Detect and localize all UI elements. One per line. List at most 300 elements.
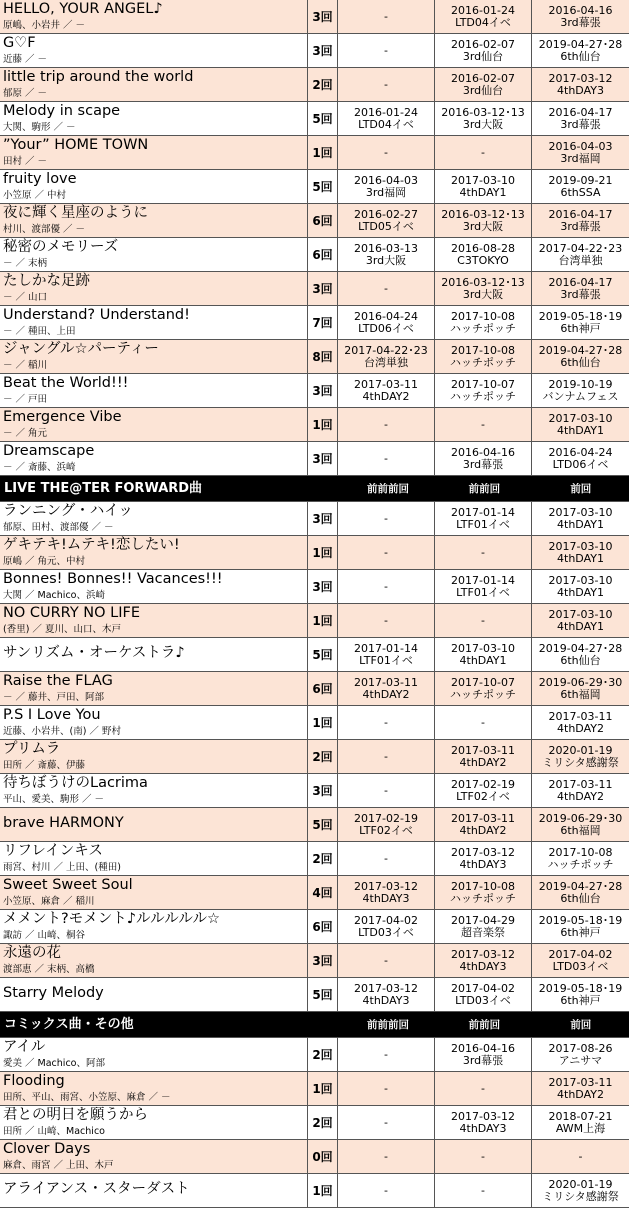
performance-event: 3rd福岡 — [365, 185, 407, 199]
performance-date: 2017-04-02 — [548, 947, 613, 961]
performance-p2 — [435, 136, 532, 169]
performance-event: 6thSSA — [560, 185, 601, 199]
performance-event: ハッチポッチ — [450, 687, 516, 701]
performance-p3 — [338, 442, 435, 475]
performance-count: 2回 — [308, 1038, 338, 1071]
song-credits: 愛美 ／ Machico、阿部 — [3, 1058, 105, 1069]
performance-p1 — [532, 1106, 629, 1139]
song-cell — [0, 340, 308, 373]
performance-p3 — [338, 68, 435, 101]
performance-date: 2017-10-08 — [451, 879, 515, 893]
song-cell — [0, 808, 308, 841]
song-row — [0, 102, 629, 136]
performance-count: 1回 — [308, 604, 338, 637]
performance-event: 6th仙台 — [560, 355, 601, 369]
performance-count: 6回 — [308, 238, 338, 271]
performance-event: 6th神戸 — [560, 925, 601, 939]
performance-count: 3回 — [308, 502, 338, 535]
performance-date: 2017-10-08 — [451, 309, 515, 323]
performance-event: LTD03イベ — [358, 925, 414, 939]
song-cell — [0, 502, 308, 535]
song-row — [0, 978, 629, 1012]
song-row — [0, 672, 629, 706]
performance-p3 — [338, 272, 435, 305]
performance-event: ミリシタ感謝祭 — [542, 755, 619, 769]
song-row — [0, 876, 629, 910]
song-row — [0, 1106, 629, 1140]
performance-event: LTF01イベ — [359, 653, 413, 667]
song-title: ジャングル☆パーティー — [3, 341, 159, 357]
performance-event: LTF02イベ — [456, 789, 510, 803]
performance-p2 — [435, 442, 532, 475]
song-credits: － ／ 藤井、戸田、阿部 — [3, 692, 105, 703]
performance-date: 2017-10-07 — [451, 675, 515, 689]
song-title: brave HARMONY — [3, 815, 124, 831]
song-credits: 麻倉、雨宮 ／ 上田、木戸 — [3, 1160, 114, 1171]
performance-p1 — [532, 910, 629, 943]
performance-count: 3回 — [308, 944, 338, 977]
performance-date: - — [384, 545, 388, 559]
performance-event: 3rd幕張 — [560, 287, 601, 301]
performance-date: 2017-03-10 — [451, 641, 515, 655]
performance-event: 4thDAY2 — [557, 1087, 604, 1101]
song-title: 夜に輝く星座のように — [3, 205, 148, 221]
performance-event: 6th神戸 — [560, 321, 601, 335]
performance-date: 2016-04-16 — [451, 445, 515, 459]
performance-p1 — [532, 374, 629, 407]
performance-date: 2017-03-10 — [451, 173, 515, 187]
performance-p1 — [532, 808, 629, 841]
performance-count: 3回 — [308, 0, 338, 33]
performance-count: 3回 — [308, 570, 338, 603]
performance-date: 2017-04-02 — [354, 913, 418, 927]
performance-date: - — [384, 1149, 388, 1163]
performance-event: 4thDAY1 — [557, 517, 604, 531]
song-title: Bonnes! Bonnes!! Vacances!!! — [3, 571, 223, 587]
performance-p2 — [435, 1174, 532, 1207]
performance-date: 2016-03-12･13 — [441, 207, 525, 221]
performance-date: 2016-02-27 — [354, 207, 418, 221]
performance-p2 — [435, 740, 532, 773]
performance-date: - — [384, 43, 388, 57]
performance-date: - — [481, 1081, 485, 1095]
performance-date: 2016-03-12･13 — [441, 275, 525, 289]
song-cell — [0, 170, 308, 203]
song-cell — [0, 374, 308, 407]
song-title: たしかな足跡 — [3, 273, 90, 289]
performance-event: C3TOKYO — [457, 253, 509, 267]
performance-event: LTD03イベ — [552, 959, 609, 973]
performance-event: 4thDAY2 — [362, 389, 410, 403]
song-credits: 小笠原、麻倉 ／ 稲川 — [3, 896, 95, 907]
song-title: プリムラ — [3, 741, 61, 757]
performance-event: 4thDAY1 — [557, 551, 604, 565]
performance-p1 — [532, 238, 629, 271]
performance-count: 3回 — [308, 272, 338, 305]
performance-event: 4thDAY3 — [362, 891, 410, 905]
performance-date: - — [384, 1081, 388, 1095]
song-row — [0, 408, 629, 442]
song-title: Melody in scape — [3, 103, 121, 119]
performance-date: - — [384, 749, 388, 763]
song-title: Sweet Sweet Soul — [3, 877, 133, 893]
performance-date: 2017-01-14 — [354, 641, 418, 655]
song-title: アライアンス・スターダスト — [3, 1181, 190, 1197]
performance-p1 — [532, 604, 629, 637]
performance-p2 — [435, 204, 532, 237]
song-row — [0, 272, 629, 306]
performance-p2 — [435, 536, 532, 569]
song-row — [0, 910, 629, 944]
performance-date: - — [481, 1149, 485, 1163]
performance-date: 2019-04-27･28 — [538, 879, 623, 893]
performance-count: 1回 — [308, 136, 338, 169]
song-title: P.S I Love You — [3, 707, 101, 723]
song-credits: 渡部恵 ／ 末柄、高橋 — [3, 964, 95, 975]
column-header-col2: 前前回 — [468, 483, 501, 495]
song-credits: (香里) ／ 夏川、山口、木戸 — [3, 624, 121, 635]
performance-p3 — [338, 978, 435, 1011]
performance-count: 2回 — [308, 68, 338, 101]
performance-count: 3回 — [308, 34, 338, 67]
song-row — [0, 774, 629, 808]
performance-event: 3rd大阪 — [462, 287, 504, 301]
performance-p2 — [435, 340, 532, 373]
song-cell — [0, 910, 308, 943]
performance-p1 — [532, 876, 629, 909]
performance-date: - — [384, 511, 388, 525]
song-title: アイル — [3, 1039, 46, 1055]
song-row — [0, 570, 629, 604]
performance-event: LTD04イベ — [358, 117, 414, 131]
performance-p2 — [435, 842, 532, 875]
song-row — [0, 944, 629, 978]
song-row — [0, 442, 629, 476]
performance-date: 2017-03-11 — [548, 777, 613, 791]
song-cell — [0, 272, 308, 305]
performance-date: 2017-04-29 — [451, 913, 515, 927]
performance-event: LTD04イベ — [455, 15, 511, 29]
performance-date: - — [384, 145, 388, 159]
song-cell — [0, 706, 308, 739]
song-credits: － ／ 種田、上田 — [3, 326, 76, 337]
performance-p1 — [532, 0, 629, 33]
performance-p1 — [532, 570, 629, 603]
performance-date: 2017-01-14 — [451, 505, 515, 519]
performance-date: - — [384, 9, 388, 23]
song-row — [0, 68, 629, 102]
song-title: 君との明日を願うから — [3, 1107, 148, 1123]
performance-event: 3rd幕張 — [462, 1053, 504, 1067]
song-credits: － ／ 山口 — [3, 292, 48, 303]
performance-event: 4thDAY1 — [557, 585, 604, 599]
column-header-col1: 前回 — [570, 1019, 592, 1031]
song-title: G♡F — [3, 35, 36, 51]
performance-date: 2016-02-07 — [451, 37, 515, 51]
performance-p3 — [338, 170, 435, 203]
song-title: Clover Days — [3, 1141, 91, 1157]
song-row — [0, 1038, 629, 1072]
performance-date: 2017-10-07 — [451, 377, 515, 391]
performance-count: 6回 — [308, 672, 338, 705]
performance-date: - — [384, 851, 388, 865]
song-cell — [0, 536, 308, 569]
song-credits: 田所 ／ 山崎、Machico — [3, 1126, 105, 1137]
performance-p3 — [338, 638, 435, 671]
performance-count: 1回 — [308, 1072, 338, 1105]
song-title: メメント?モメント♪ルルルルル☆ — [3, 911, 220, 927]
section-header — [0, 1012, 629, 1038]
performance-p2 — [435, 374, 532, 407]
performance-event: ハッチポッチ — [450, 321, 516, 335]
performance-event: 4thDAY2 — [362, 687, 410, 701]
performance-event: LTD06イベ — [358, 321, 414, 335]
song-title: 永遠の花 — [3, 945, 61, 961]
performance-count: 5回 — [308, 638, 338, 671]
song-cell — [0, 442, 308, 475]
performance-p2 — [435, 944, 532, 977]
song-title: 秘密のメモリーズ — [3, 239, 119, 255]
performance-date: 2016-04-17 — [548, 275, 613, 289]
performance-count: 5回 — [308, 808, 338, 841]
performance-p2 — [435, 502, 532, 535]
performance-event: アニサマ — [558, 1053, 603, 1067]
song-credits: 原嶋 ／ 角元、中村 — [3, 556, 86, 567]
performance-date: 2016-01-24 — [451, 3, 515, 17]
song-cell — [0, 0, 308, 33]
performance-event: 4thDAY3 — [362, 993, 410, 1007]
performance-date: - — [384, 579, 388, 593]
performance-event: 6th福岡 — [560, 687, 601, 701]
performance-event: 3rd大阪 — [462, 219, 504, 233]
performance-date: 2017-04-02 — [451, 981, 515, 995]
performance-date: 2018-07-21 — [548, 1109, 613, 1123]
performance-count: 3回 — [308, 442, 338, 475]
performance-p3 — [338, 570, 435, 603]
song-cell — [0, 408, 308, 441]
song-row — [0, 306, 629, 340]
performance-date: 2017-03-12 — [451, 1109, 515, 1123]
performance-date: 2017-02-19 — [354, 811, 418, 825]
song-credits: 近藤、小岩井、(南) ／ 野村 — [3, 726, 121, 737]
song-title: Dreamscape — [3, 443, 95, 459]
performance-date: 2017-03-12 — [354, 981, 418, 995]
song-title: リフレインキス — [3, 843, 103, 859]
song-row — [0, 170, 629, 204]
song-credits: 平山、愛美、駒形 ／ － — [3, 794, 105, 805]
song-cell — [0, 604, 308, 637]
performance-count: 0回 — [308, 1140, 338, 1173]
performance-date: 2017-03-11 — [451, 743, 515, 757]
performance-date: 2016-04-24 — [354, 309, 418, 323]
performance-p2 — [435, 604, 532, 637]
song-cell — [0, 1072, 308, 1105]
performance-p1 — [532, 978, 629, 1011]
performance-p1 — [532, 502, 629, 535]
performance-date: 2016-04-16 — [548, 3, 613, 17]
performance-date: 2019-05-18･19 — [538, 309, 623, 323]
song-cell — [0, 136, 308, 169]
song-title: Flooding — [3, 1073, 65, 1089]
song-row — [0, 740, 629, 774]
performance-p1 — [532, 136, 629, 169]
performance-date: 2016-04-17 — [548, 207, 613, 221]
performance-date: 2019-10-19 — [548, 377, 613, 391]
performance-date: 2017-03-10 — [548, 539, 613, 553]
song-credits: 原嶋、小岩井 ／ － — [3, 20, 86, 31]
performance-date: 2017-03-10 — [548, 607, 613, 621]
performance-count: 6回 — [308, 910, 338, 943]
performance-date: 2017-03-11 — [548, 709, 613, 723]
performance-p3 — [338, 102, 435, 135]
song-credits: 村川、渡部優 ／ － — [3, 224, 86, 235]
performance-date: 2019-05-18･19 — [538, 913, 623, 927]
performance-p2 — [435, 706, 532, 739]
performance-date: 2017-04-22･23 — [344, 343, 428, 357]
performance-date: 2017-10-08 — [451, 343, 515, 357]
performance-p1 — [532, 1038, 629, 1071]
performance-p2 — [435, 102, 532, 135]
song-cell — [0, 34, 308, 67]
performance-p3 — [338, 340, 435, 373]
performance-event: 3rd幕張 — [560, 117, 601, 131]
performance-event: バンナムフェス — [542, 389, 619, 403]
song-title: サンリズム・オーケストラ♪ — [3, 645, 185, 661]
performance-date: 2017-01-14 — [451, 573, 515, 587]
performance-event: 3rd幕張 — [462, 457, 504, 471]
column-header-col1: 前回 — [570, 483, 592, 495]
performance-event: ミリシタ感謝祭 — [542, 1189, 619, 1203]
performance-p3 — [338, 808, 435, 841]
song-credits: 郁原、田村、渡部優 ／ － — [3, 522, 114, 533]
performance-count: 1回 — [308, 1174, 338, 1207]
performance-p2 — [435, 1140, 532, 1173]
performance-p2 — [435, 978, 532, 1011]
song-title: ”Your” HOME TOWN — [3, 137, 149, 153]
song-title: Starry Melody — [3, 985, 104, 1001]
performance-date: - — [481, 545, 485, 559]
performance-date: 2017-03-10 — [548, 573, 613, 587]
song-row — [0, 1072, 629, 1106]
song-cell — [0, 306, 308, 339]
performance-p3 — [338, 910, 435, 943]
performance-p3 — [338, 672, 435, 705]
song-row — [0, 638, 629, 672]
performance-event: 6th仙台 — [560, 49, 601, 63]
performance-event: LTD06イベ — [552, 457, 609, 471]
performance-count: 7回 — [308, 306, 338, 339]
song-title: ゲキテキ!ムテキ!恋したい! — [3, 537, 180, 553]
performance-p1 — [532, 774, 629, 807]
song-cell — [0, 570, 308, 603]
performance-date: 2016-01-24 — [354, 105, 418, 119]
performance-event: 4thDAY2 — [459, 823, 507, 837]
song-cell — [0, 204, 308, 237]
song-credits: 田所 ／ 斎藤、伊藤 — [3, 760, 86, 771]
column-header-col3: 前前前回 — [367, 1019, 410, 1031]
performance-count: 1回 — [308, 706, 338, 739]
song-cell — [0, 978, 308, 1011]
performance-p3 — [338, 1072, 435, 1105]
performance-p1 — [532, 944, 629, 977]
song-credits: 田所、平山、雨宮、小笠原、麻倉 ／ － — [3, 1092, 171, 1103]
performance-p3 — [338, 306, 435, 339]
performance-p1 — [532, 1140, 629, 1173]
performance-date: 2017-03-11 — [548, 1075, 613, 1089]
performance-date: 2017-03-12 — [548, 71, 613, 85]
performance-p1 — [532, 340, 629, 373]
performance-count: 2回 — [308, 740, 338, 773]
performance-p1 — [532, 638, 629, 671]
performance-p2 — [435, 1038, 532, 1071]
performance-p1 — [532, 34, 629, 67]
performance-date: - — [384, 77, 388, 91]
performance-date: - — [384, 783, 388, 797]
song-row — [0, 1140, 629, 1174]
performance-event: 6th仙台 — [560, 653, 601, 667]
performance-date: - — [481, 613, 485, 627]
performance-event: AWM上海 — [555, 1121, 606, 1135]
performance-event: ハッチポッチ — [450, 389, 516, 403]
performance-p2 — [435, 0, 532, 33]
performance-event: ハッチポッチ — [450, 355, 516, 369]
performance-p1 — [532, 272, 629, 305]
performance-event: LTF02イベ — [359, 823, 413, 837]
performance-p3 — [338, 238, 435, 271]
performance-p2 — [435, 672, 532, 705]
performance-p3 — [338, 502, 435, 535]
song-row — [0, 842, 629, 876]
song-title: HELLO, YOUR ANGEL♪ — [3, 1, 163, 17]
performance-count: 1回 — [308, 536, 338, 569]
performance-event: 4thDAY2 — [557, 789, 604, 803]
performance-date: 2016-02-07 — [451, 71, 515, 85]
song-row — [0, 340, 629, 374]
performance-date: 2019-05-18･19 — [538, 981, 623, 995]
performance-count: 1回 — [308, 408, 338, 441]
performance-p1 — [532, 170, 629, 203]
performance-date: - — [384, 613, 388, 627]
performance-date: - — [384, 417, 388, 431]
section-title: コミックス曲・その他 — [4, 1017, 134, 1032]
performance-event: 4thDAY2 — [557, 721, 604, 735]
section-title: LIVE THE@TER FORWARD曲 — [4, 481, 203, 496]
song-row — [0, 0, 629, 34]
performance-p3 — [338, 604, 435, 637]
performance-date: - — [384, 281, 388, 295]
performance-date: 2016-08-28 — [451, 241, 515, 255]
performance-date: 2017-03-12 — [354, 879, 418, 893]
performance-p1 — [532, 408, 629, 441]
performance-p1 — [532, 842, 629, 875]
song-credits: 小笠原 ／ 中村 — [3, 190, 67, 201]
performance-event: 4thDAY1 — [557, 423, 604, 437]
performance-date: - — [384, 1183, 388, 1197]
performance-count: 6回 — [308, 204, 338, 237]
performance-event: 3rd幕張 — [560, 15, 601, 29]
performance-date: 2017-03-12 — [451, 947, 515, 961]
performance-event: ハッチポッチ — [450, 891, 516, 905]
performance-date: 2017-03-10 — [548, 411, 613, 425]
song-title: Beat the World!!! — [3, 375, 129, 391]
performance-p1 — [532, 442, 629, 475]
performance-date: - — [481, 715, 485, 729]
performance-p3 — [338, 842, 435, 875]
performance-event: 4thDAY3 — [459, 857, 507, 871]
song-credits: － ／ 末柄 — [3, 258, 48, 269]
song-cell — [0, 1106, 308, 1139]
song-title: Raise the FLAG — [3, 673, 113, 689]
